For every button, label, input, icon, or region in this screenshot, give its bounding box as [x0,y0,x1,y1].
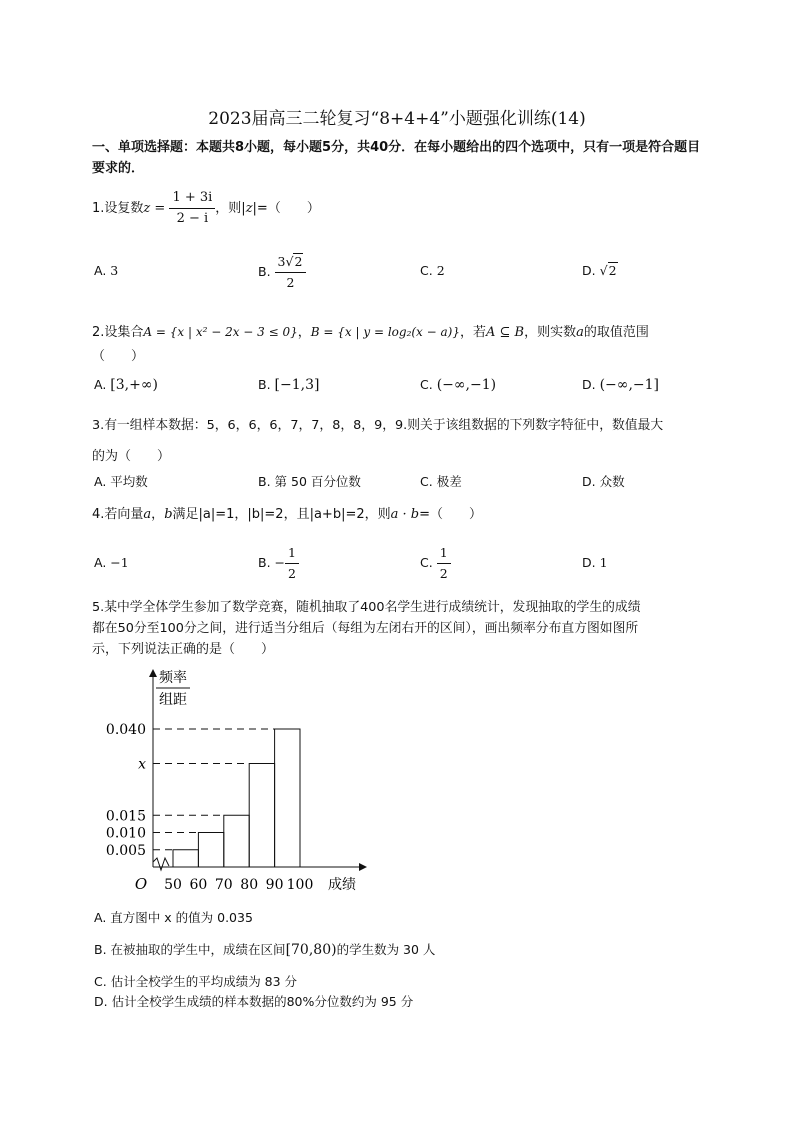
x-tick-label: 60 [189,877,208,893]
bar-[70,80) [224,815,249,867]
q3-option-c: C. 极差 [420,474,462,489]
y-tick-label: 0.015 [105,808,146,825]
q4-option-a: A. −1 [94,555,129,570]
q2-option-b: B. [−1,3] [258,377,320,393]
q4-option-d: D. 1 [582,555,608,570]
q2-paren: （ ） [92,349,145,364]
q1-b-fraction: $\frac{3√2}{2}$ [275,252,307,293]
bar-[50,60) [173,850,198,867]
y-tick-label: 0.040 [105,722,146,738]
q5-option-a: A. 直方图中 x 的值为 0.035 [94,910,253,925]
histogram-labels [106,670,356,893]
q1-var: z [143,201,151,216]
x-tick-label: 90 [265,877,284,893]
q1-denominator: 2 − i [176,211,209,226]
q1-eq: = [150,201,170,216]
q4-option-c: C. $\frac{1}{2}$ [420,543,451,584]
x-tick-label: 70 [214,877,233,893]
q4-conditions: 满足|a|=1，|b|=2，且|a+b|=2，则 [172,507,391,522]
y-tick-label: 0.005 [105,842,146,859]
q1-option-d: D. √2 [582,263,617,278]
y-axis-label-bottom: 组距 [159,692,187,708]
bar-[90,100) [275,729,300,867]
page-title: 2023届高三二轮复习“8+4+4”小题强化训练(14) [208,109,586,129]
q5-line2: 都在50分至100分之间，进行适当分组后（每组为左闭右开的区间），画出频率分布直方图如图所 [92,621,639,636]
q3-option-a: A. 平均数 [94,474,148,489]
q1-label: 1.设复数 [92,201,144,216]
histogram-bars [173,729,300,867]
x-tick-label: 80 [240,877,259,893]
q4-option-b: B. − $\frac{1}{2}$ [258,543,299,584]
q5-option-c: C. 估计全校学生的平均成绩为 83 分 [94,974,298,989]
question-4: 4.若向量a，b满足|a|=1，|b|=2，且|a+b|=2，则a · b=（ ） [92,507,483,522]
q2-option-a: A. [3,+∞) [94,377,158,393]
q3-option-d: D. 众数 [582,474,625,489]
y-axis-label-top: 频率 [159,670,187,686]
q2-relation: A ⊆ B [486,325,525,340]
origin-label: O [134,875,148,893]
q1-option-a: A. 3 [94,263,119,278]
y-tick-label: x [138,756,146,773]
q1-option-b: B. $\frac{3√2}{2}$ [258,252,306,293]
q5-line3: 示，下列说法正确的是（ ） [92,642,275,657]
q2-set-b: B = {x | y = log₂(x − a)} [310,325,460,339]
x-tick-label: 100 [286,877,314,893]
section-heading: 一、单项选择题：本题共8小题，每小题5分，共40分．在每小题给出的四个选项中，只有一项是符合题目要求的． [92,140,701,176]
q4-dot: a · b [390,507,420,522]
q3-option-b: B. 第 50 百分位数 [258,474,361,489]
q1-end: |=（ ） [252,201,320,216]
histogram-guides [153,729,275,850]
question-2: 2.设集合A = {x | x² − 2x − 3 ≤ 0}，B = {x | y = log₂(x − a)}，若A ⊆ B，则实数a的取值范围 [92,325,649,340]
q2-option-c: C. (−∞,−1) [420,377,497,393]
axis-break [153,858,169,870]
q1-abs-var: z [245,201,253,216]
q1-option-c: C. 2 [420,263,445,278]
q5-option-b: B. 在被抽取的学生中，成绩在区间[70,80)的学生数为 30 人 [94,942,436,958]
bar-[80,90) [249,764,274,868]
q1-numerator: 1 + 3i [169,188,215,209]
q2-option-d: D. (−∞,−1] [582,377,659,393]
bar-[60,70) [198,833,223,868]
q5-option-d: D. 估计全校学生成绩的样本数据的80%分位数约为 95 分 [94,994,414,1009]
q2-set-a: A = {x | x² − 2x − 3 ≤ 0} [143,325,298,339]
y-tick-label: 0.010 [105,825,146,842]
q3-line1: 3.有一组样本数据：5，6，6，6，7，7，8，8，9，9.则关于该组数据的下列数字特征中，数值最大 [92,418,664,433]
q3-line2: 的为（ ） [92,449,171,464]
x-axis-label: 成绩 [328,877,356,893]
x-tick-label: 50 [164,877,182,893]
q1-tail: ，则| [215,201,246,216]
q5-line1: 5.某中学全体学生参加了数学竞赛，随机抽取了400名学生进行成绩统计，发现抽取的学生的成绩 [92,600,641,615]
